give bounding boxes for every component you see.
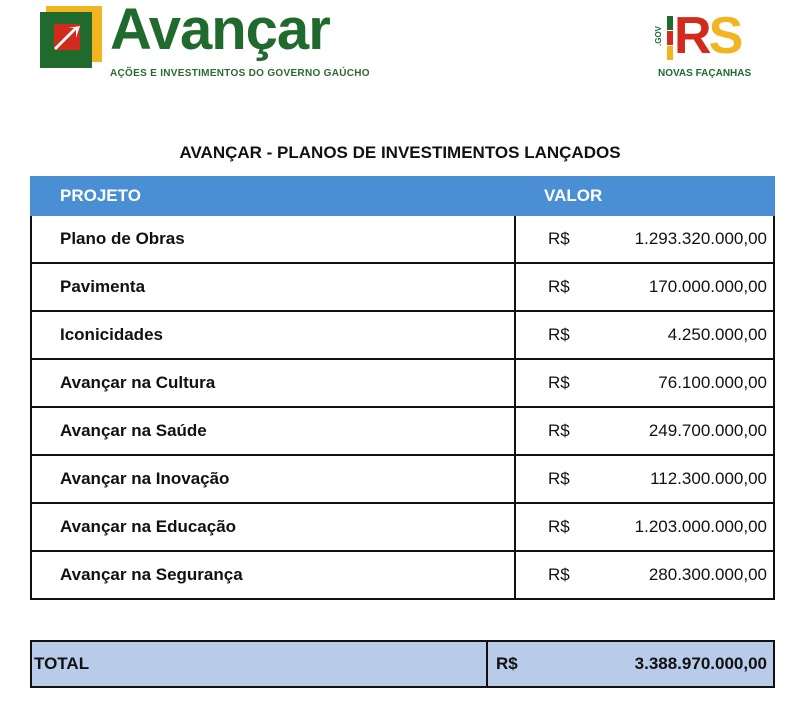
rs-letter-r: R — [674, 7, 709, 65]
currency-symbol: R$ — [548, 565, 570, 584]
table-row — [31, 503, 774, 551]
avancar-logo — [40, 0, 380, 84]
project-value-cell — [515, 311, 774, 359]
project-value: 170.000.000,00 — [648, 277, 767, 296]
table-row — [31, 551, 774, 599]
project-name: Avançar na Inovação — [31, 455, 515, 503]
rs-letters — [674, 4, 740, 68]
flag-bars-icon — [667, 16, 673, 60]
project-name: Pavimenta — [31, 263, 515, 311]
project-value-cell — [515, 551, 774, 599]
currency-symbol: R$ — [548, 325, 570, 344]
project-value: 1.293.320.000,00 — [634, 229, 767, 248]
table-header-row — [31, 177, 774, 215]
project-name: Avançar na Segurança — [31, 551, 515, 599]
project-name: Plano de Obras — [31, 215, 515, 263]
project-value: 1.203.000.000,00 — [634, 517, 767, 536]
currency-symbol: R$ — [548, 421, 570, 440]
project-value: 249.700.000,00 — [648, 421, 767, 440]
project-name: Avançar na Cultura — [31, 359, 515, 407]
currency-symbol: R$ — [548, 517, 570, 536]
project-name: Avançar na Educação — [31, 503, 515, 551]
rs-gov-logo — [652, 8, 762, 83]
project-value: 4.250.000,00 — [667, 325, 767, 344]
project-value-cell — [515, 407, 774, 455]
project-value-cell — [515, 359, 774, 407]
brand-tagline: AÇÕES E INVESTIMENTOS DO GOVERNO GAÚCHO — [110, 68, 370, 79]
project-value-cell — [515, 215, 774, 263]
table-row — [31, 407, 774, 455]
project-value-cell — [515, 455, 774, 503]
total-table — [30, 640, 775, 688]
table-row — [31, 455, 774, 503]
total-row — [31, 641, 774, 687]
total-label: TOTAL — [31, 641, 487, 687]
rs-gov-label: .GOV — [654, 26, 663, 47]
rs-subtitle: NOVAS FAÇANHAS — [658, 68, 752, 79]
table-row — [31, 359, 774, 407]
currency-symbol: R$ — [548, 469, 570, 488]
currency-symbol: R$ — [548, 229, 570, 248]
project-value: 112.300.000,00 — [650, 469, 767, 488]
table-row — [31, 215, 774, 263]
project-value-cell — [515, 263, 774, 311]
project-value-cell — [515, 503, 774, 551]
project-name: Avançar na Saúde — [31, 407, 515, 455]
project-name: Iconicidades — [31, 311, 515, 359]
table-row — [31, 311, 774, 359]
column-header-valor: VALOR — [515, 177, 774, 215]
total-value-cell — [487, 641, 774, 687]
brand-name: Avançar — [110, 0, 330, 62]
avancar-logo-mark-icon — [40, 6, 102, 68]
page-title: AVANÇAR - PLANOS DE INVESTIMENTOS LANÇADOS — [179, 143, 621, 162]
currency-symbol: R$ — [548, 373, 570, 392]
total-value: 3.388.970.000,00 — [634, 654, 767, 673]
project-value: 280.300.000,00 — [648, 565, 767, 584]
rs-letter-s: S — [708, 7, 741, 65]
currency-symbol: R$ — [548, 277, 570, 296]
project-value: 76.100.000,00 — [658, 373, 767, 392]
total-currency-symbol: R$ — [496, 654, 518, 673]
investments-table — [30, 176, 775, 600]
column-header-projeto: PROJETO — [31, 177, 515, 215]
table-row — [31, 263, 774, 311]
